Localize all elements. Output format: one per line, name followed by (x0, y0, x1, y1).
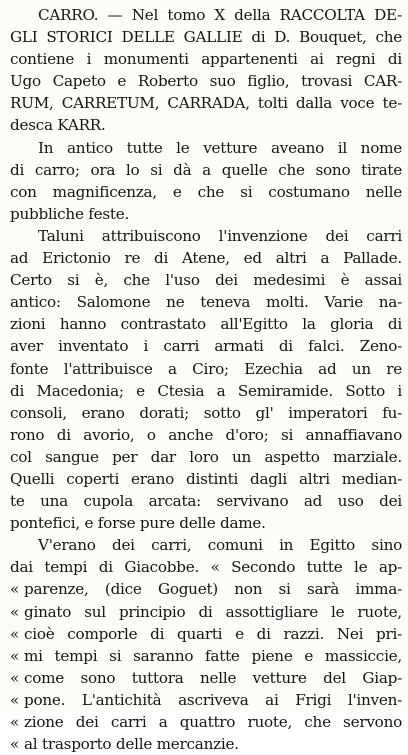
quote-mark: « (10, 602, 20, 621)
paragraph-carro-entry (10, 4, 402, 137)
quote-mark: « (10, 580, 20, 599)
quote-mark: « (10, 735, 20, 754)
text-line: contiene i monumenti appartenenti ai regni di (10, 50, 402, 69)
text-line: CARRO. — Nel tomo X della RACCOLTA DE- (38, 6, 402, 24)
text-line: Quelli coperti erano distinti dagli altri median- (10, 469, 402, 488)
text-line: zioni hanno contrastato all'Egitto la gloria di (10, 315, 402, 334)
quote-mark: « (10, 646, 20, 665)
text-line: di carro; ora lo si dà a quelle che sono tirate (10, 160, 402, 179)
text-line: col sangue per dar loro un aspetto marziale. (10, 447, 402, 466)
text-line: te una cupola arcata: servivano ad uso dei (10, 492, 402, 511)
text-line: Taluni attribuiscono l'invenzione dei carri (38, 226, 402, 245)
text-line: pone. L'antichità ascriveva ai Frigi l'inven- (24, 690, 402, 709)
text-line: pontefici, e forse pure delle dame. (10, 514, 266, 533)
text-line: fonte l'attribuisce a Ciro; Ezechia ad un re (10, 359, 402, 378)
quote-mark: « (10, 690, 20, 709)
text-line: pubbliche feste. (10, 204, 130, 223)
text-line: RUM, CARRETUM, CARRADA, tolti dalla voce te- (10, 94, 402, 113)
text-line: cioè comporle di quarti e di razzi. Nei pri- (24, 624, 402, 643)
quoted-line (10, 578, 402, 600)
paragraph-taluni (10, 225, 402, 534)
text-line: antico: Salomone ne teneva molti. Varie na- (10, 293, 402, 312)
text-line: Ugo Capeto e Roberto suo figlio, trovasi CAR- (10, 72, 402, 91)
text-line: al trasporto delle mercanzie. (24, 735, 239, 754)
paragraph-antico (10, 137, 402, 225)
text-line: parenze, (dice Goguet) non si sarà imma- (24, 580, 402, 599)
text-line: rono di avorio, o anche d'oro; si annaffiavano (10, 425, 402, 444)
text-line: aver inventato i carri armati di falci. Zeno- (10, 337, 402, 356)
quoted-line (10, 733, 402, 755)
text-line: ad Erictonio re di Atene, ed altri a Pallade. (10, 249, 402, 268)
quoted-line (10, 667, 402, 689)
quoted-line (10, 645, 402, 667)
quoted-line (10, 623, 402, 645)
quote-mark: « (10, 668, 20, 687)
paragraph-veerano (10, 534, 402, 755)
text-line: GLI STORICI DELLE GALLIE di D. Bouquet, che (10, 28, 402, 47)
text-line: di Macedonia; e Ctesia a Semiramide. Sotto i (10, 381, 402, 400)
body-text (10, 4, 402, 755)
quote-mark: « (10, 624, 20, 643)
quote-mark: « (10, 713, 20, 731)
text-line: V'erano dei carri, comuni in Egitto sino (38, 536, 402, 555)
text-line: zione dei carri a quattro ruote, che servono (24, 713, 402, 731)
text-line: Certo si è, che l'uso dei medesimi è assai (10, 271, 402, 290)
quoted-line (10, 601, 402, 623)
text-line: ginato sul principio di assottigliare le ruote, (24, 602, 402, 621)
text-line: come sono tuttora nelle vetture del Giap- (24, 668, 402, 687)
text-line: In antico tutte le vetture aveano il nome (38, 138, 402, 157)
text-line: consoli, erano dorati; sotto gl' imperatori fu- (10, 403, 402, 422)
text-line: dai tempi di Giacobbe. « Secondo tutte le ap- (10, 558, 402, 577)
quoted-line (10, 711, 402, 733)
text-line: mi tempi si saranno fatte piene e massiccie, (24, 646, 402, 665)
text-line: desca KARR. (10, 116, 106, 135)
text-line: con magnificenza, e che si costumano nelle (10, 182, 402, 201)
quoted-line (10, 689, 402, 711)
